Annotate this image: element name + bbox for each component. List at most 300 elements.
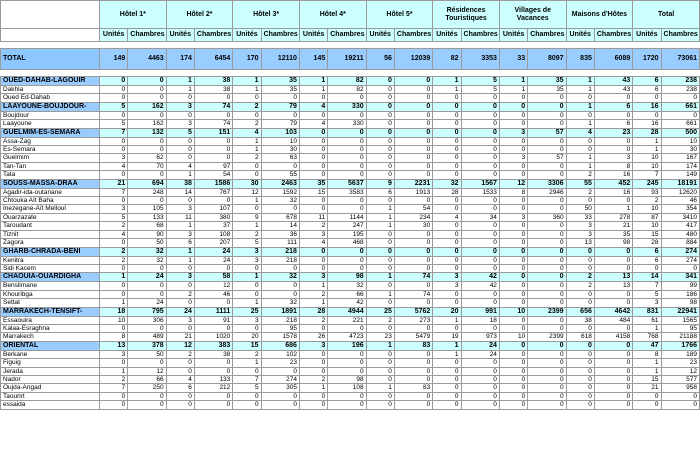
city-row	[1, 375, 700, 383]
value-cell: 35	[594, 230, 632, 238]
value-cell: 0	[394, 367, 432, 375]
value-cell: 3	[299, 273, 327, 282]
value-cell: 274	[261, 375, 299, 383]
value-cell: 767	[194, 188, 232, 196]
value-cell: 0	[261, 401, 299, 409]
value-cell: 24	[194, 256, 232, 264]
value-cell: 5	[99, 120, 127, 128]
value-cell: 207	[194, 239, 232, 247]
value-cell: 0	[166, 146, 194, 154]
city-name: Dakhla	[1, 86, 100, 94]
value-cell: 35	[528, 77, 566, 86]
total-cell: 82	[433, 49, 461, 70]
city-row	[1, 290, 700, 298]
total-cell: 6454	[194, 49, 232, 70]
value-cell: 1	[233, 137, 261, 145]
header-subheaders-row	[1, 29, 700, 42]
value-cell: 102	[261, 350, 299, 358]
value-cell: 5762	[394, 307, 432, 316]
value-cell: 6	[633, 77, 661, 86]
value-cell: 0	[328, 197, 366, 205]
value-cell: 0	[299, 111, 327, 119]
value-cell: 218	[261, 247, 299, 256]
value-cell: 13	[594, 273, 632, 282]
value-cell: 66	[328, 290, 366, 298]
value-cell: 0	[461, 367, 499, 375]
value-cell: 0	[594, 375, 632, 383]
value-cell: 32	[261, 197, 299, 205]
value-cell: 2	[299, 316, 327, 324]
value-cell: 0	[366, 282, 394, 290]
value-cell: 0	[394, 171, 432, 179]
value-cell: 1144	[328, 213, 366, 221]
value-cell: 24	[194, 247, 232, 256]
value-cell: 38	[166, 179, 194, 188]
value-cell: 0	[233, 171, 261, 179]
value-cell: 32	[128, 256, 166, 264]
value-cell: 0	[499, 350, 527, 358]
city-row	[1, 111, 700, 119]
value-cell: 0	[299, 359, 327, 367]
value-cell: 0	[528, 102, 566, 111]
value-cell: 0	[366, 77, 394, 86]
value-cell: 18191	[661, 179, 699, 188]
value-cell: 74	[194, 120, 232, 128]
value-cell: 1	[366, 222, 394, 230]
value-cell: 24	[128, 299, 166, 307]
value-cell: 0	[566, 384, 594, 392]
value-cell: 247	[328, 222, 366, 230]
value-cell: 417	[661, 222, 699, 230]
value-cell: 1	[233, 299, 261, 307]
value-cell: 0	[366, 154, 394, 162]
value-cell: 1586	[194, 179, 232, 188]
value-cell: 0	[461, 230, 499, 238]
city-row	[1, 239, 700, 247]
value-cell: 0	[166, 367, 194, 375]
city-row	[1, 367, 700, 375]
value-cell: 32	[328, 282, 366, 290]
value-cell: 2	[566, 171, 594, 179]
value-cell: 1	[633, 367, 661, 375]
value-cell: 1891	[261, 307, 299, 316]
value-cell: 13	[566, 239, 594, 247]
value-cell: 0	[499, 205, 527, 213]
value-cell: 380	[194, 213, 232, 221]
value-cell: 2	[233, 350, 261, 358]
value-cell: 0	[166, 392, 194, 400]
city-name: Sidi Kacem	[1, 264, 100, 272]
value-cell: 24	[461, 350, 499, 358]
value-cell: 0	[299, 367, 327, 375]
spacer-cell	[1, 70, 700, 77]
value-cell: 1	[166, 256, 194, 264]
value-cell: 15	[633, 375, 661, 383]
value-cell: 3583	[328, 188, 366, 196]
value-cell: 0	[194, 367, 232, 375]
city-row	[1, 324, 700, 332]
subheader-units: Unités	[433, 29, 461, 42]
city-row	[1, 222, 700, 230]
value-cell: 0	[394, 375, 432, 383]
value-cell: 0	[366, 392, 394, 400]
total-cell: 170	[233, 49, 261, 70]
value-cell: 55	[566, 179, 594, 188]
city-name: Marrakech	[1, 333, 100, 341]
value-cell: 37	[194, 222, 232, 230]
city-row	[1, 137, 700, 145]
value-cell: 306	[128, 316, 166, 324]
value-cell: 0	[461, 239, 499, 247]
value-cell: 11	[166, 213, 194, 221]
value-cell: 4	[299, 120, 327, 128]
total-cell: 19211	[328, 49, 366, 70]
value-cell: 0	[166, 264, 194, 272]
value-cell: 0	[433, 171, 461, 179]
value-cell: 16	[594, 188, 632, 196]
value-cell: 1	[594, 205, 632, 213]
value-cell: 0	[166, 359, 194, 367]
total-cell: 1720	[633, 49, 661, 70]
value-cell: 6	[166, 239, 194, 247]
subheader-rooms: Chambres	[128, 29, 166, 42]
value-cell: 0	[166, 137, 194, 145]
value-cell: 0	[461, 359, 499, 367]
category-header: Hôtel 1*	[99, 1, 166, 29]
subheader-rooms: Chambres	[528, 29, 566, 42]
value-cell: 0	[299, 197, 327, 205]
value-cell: 0	[433, 299, 461, 307]
value-cell: 0	[299, 350, 327, 358]
value-cell: 0	[566, 392, 594, 400]
value-cell: 1578	[261, 333, 299, 341]
subheader-rooms: Chambres	[261, 29, 299, 42]
value-cell: 8	[499, 188, 527, 196]
value-cell: 694	[128, 179, 166, 188]
city-row	[1, 230, 700, 238]
value-cell: 1	[233, 197, 261, 205]
city-row	[1, 256, 700, 264]
city-row	[1, 264, 700, 272]
region-row	[1, 128, 700, 137]
value-cell: 0	[633, 94, 661, 102]
value-cell: 0	[528, 392, 566, 400]
total-cell: 6089	[594, 49, 632, 70]
value-cell: 354	[661, 205, 699, 213]
value-cell: 0	[128, 324, 166, 332]
value-cell: 0	[528, 94, 566, 102]
value-cell: 0	[499, 290, 527, 298]
value-cell: 0	[99, 290, 127, 298]
value-cell: 57	[528, 154, 566, 162]
value-cell: 10	[633, 222, 661, 230]
city-row	[1, 197, 700, 205]
value-cell: 0	[433, 205, 461, 213]
value-cell: 0	[461, 290, 499, 298]
value-cell: 0	[433, 384, 461, 392]
value-cell: 28	[433, 188, 461, 196]
value-cell: 0	[594, 290, 632, 298]
value-cell: 3306	[528, 179, 566, 188]
value-cell: 0	[261, 94, 299, 102]
value-cell: 47	[633, 341, 661, 350]
value-cell: 0	[433, 102, 461, 111]
value-cell: 0	[461, 128, 499, 137]
value-cell: 0	[566, 324, 594, 332]
value-cell: 0	[128, 171, 166, 179]
value-cell: 34	[461, 213, 499, 221]
value-cell: 0	[499, 392, 527, 400]
value-cell: 0	[433, 146, 461, 154]
value-cell: 1	[433, 77, 461, 86]
value-cell: 0	[433, 162, 461, 170]
value-cell: 1	[499, 86, 527, 94]
value-cell: 50	[128, 239, 166, 247]
value-cell: 0	[394, 137, 432, 145]
value-cell: 0	[394, 154, 432, 162]
value-cell: 0	[194, 137, 232, 145]
value-cell: 20	[233, 333, 261, 341]
value-cell: 2	[299, 375, 327, 383]
value-cell: 0	[99, 197, 127, 205]
value-cell: 1	[366, 273, 394, 282]
value-cell: 0	[528, 359, 566, 367]
value-cell: 3	[233, 316, 261, 324]
value-cell: 98	[661, 299, 699, 307]
city-row	[1, 205, 700, 213]
value-cell: 1	[433, 316, 461, 324]
subheader-rooms: Chambres	[661, 29, 699, 42]
value-cell: 36	[261, 230, 299, 238]
value-cell: 0	[461, 154, 499, 162]
value-cell: 0	[366, 102, 394, 111]
value-cell: 108	[194, 230, 232, 238]
value-cell: 0	[461, 384, 499, 392]
region-name: OUED-DAHAB-LAGOUIR	[1, 77, 100, 86]
value-cell: 3	[299, 341, 327, 350]
value-cell: 245	[633, 179, 661, 188]
value-cell: 0	[499, 137, 527, 145]
total-cell: 12039	[394, 49, 432, 70]
value-cell: 0	[499, 171, 527, 179]
value-cell: 0	[328, 256, 366, 264]
value-cell: 0	[394, 299, 432, 307]
value-cell: 0	[328, 171, 366, 179]
value-cell: 3	[433, 273, 461, 282]
value-cell: 0	[433, 239, 461, 247]
value-cell: 0	[633, 264, 661, 272]
value-cell: 54	[194, 171, 232, 179]
value-cell: 0	[166, 299, 194, 307]
value-cell: 3	[499, 128, 527, 137]
value-cell: 0	[328, 359, 366, 367]
value-cell: 0	[461, 264, 499, 272]
value-cell: 4	[299, 239, 327, 247]
value-cell: 1533	[461, 188, 499, 196]
value-cell: 91	[194, 316, 232, 324]
value-cell: 0	[194, 392, 232, 400]
value-cell: 0	[461, 94, 499, 102]
total-cell: 174	[166, 49, 194, 70]
value-cell: 0	[594, 324, 632, 332]
subheader-units: Unités	[499, 29, 527, 42]
value-cell: 90	[128, 230, 166, 238]
value-cell: 3	[99, 154, 127, 162]
value-cell: 5	[461, 86, 499, 94]
value-cell: 5	[99, 213, 127, 221]
value-cell: 273	[394, 316, 432, 324]
city-name: Tiznit	[1, 230, 100, 238]
value-cell: 3	[633, 299, 661, 307]
value-cell: 0	[366, 171, 394, 179]
value-cell: 2	[233, 230, 261, 238]
value-cell: 7	[99, 188, 127, 196]
value-cell: 1	[166, 86, 194, 94]
value-cell: 54	[394, 205, 432, 213]
value-cell: 50	[566, 205, 594, 213]
value-cell: 0	[566, 94, 594, 102]
value-cell: 3	[166, 205, 194, 213]
value-cell: 0	[394, 86, 432, 94]
city-name: Oujda-Angad	[1, 384, 100, 392]
value-cell: 1	[299, 86, 327, 94]
value-cell: 0	[328, 367, 366, 375]
value-cell: 50	[128, 350, 166, 358]
value-cell: 0	[366, 401, 394, 409]
value-cell: 0	[433, 128, 461, 137]
value-cell: 21	[594, 222, 632, 230]
value-cell: 1	[233, 222, 261, 230]
value-cell: 0	[128, 282, 166, 290]
value-cell: 0	[128, 86, 166, 94]
value-cell: 0	[166, 154, 194, 162]
value-cell: 189	[661, 350, 699, 358]
value-cell: 0	[461, 162, 499, 170]
value-cell: 0	[394, 111, 432, 119]
value-cell: 0	[166, 94, 194, 102]
value-cell: 7	[633, 171, 661, 179]
value-cell: 1	[299, 299, 327, 307]
value-cell: 1	[99, 299, 127, 307]
value-cell: 174	[661, 162, 699, 170]
value-cell: 0	[194, 359, 232, 367]
value-cell: 0	[594, 341, 632, 350]
value-cell: 10	[499, 307, 527, 316]
value-cell: 212	[194, 384, 232, 392]
value-cell: 0	[528, 384, 566, 392]
value-cell: 0	[499, 316, 527, 324]
value-cell: 0	[261, 162, 299, 170]
value-cell: 35	[299, 179, 327, 188]
city-name: Inezegane-Aït Melloul	[1, 205, 100, 213]
value-cell: 0	[328, 350, 366, 358]
value-cell: 0	[499, 375, 527, 383]
value-cell: 79	[261, 102, 299, 111]
value-cell: 107	[194, 205, 232, 213]
category-header: Hôtel 5*	[366, 1, 433, 29]
value-cell: 3	[433, 282, 461, 290]
value-cell: 0	[528, 375, 566, 383]
value-cell: 133	[194, 375, 232, 383]
city-row	[1, 316, 700, 324]
total-label: TOTAL	[1, 49, 100, 70]
value-cell: 0	[366, 350, 394, 358]
value-cell: 1	[366, 384, 394, 392]
value-cell: 0	[499, 239, 527, 247]
value-cell: 32	[433, 179, 461, 188]
value-cell: 0	[299, 128, 327, 137]
value-cell: 26	[299, 333, 327, 341]
value-cell: 15	[299, 188, 327, 196]
value-cell: 12	[166, 341, 194, 350]
total-cell: 3353	[461, 49, 499, 70]
value-cell: 6	[166, 384, 194, 392]
value-cell: 0	[299, 94, 327, 102]
value-cell: 0	[328, 401, 366, 409]
value-cell: 0	[99, 282, 127, 290]
value-cell: 0	[633, 111, 661, 119]
value-cell: 958	[661, 384, 699, 392]
value-cell: 0	[594, 197, 632, 205]
value-cell: 0	[194, 401, 232, 409]
region-name: GUELMIM-ES-SEMARA	[1, 128, 100, 137]
city-name: Laayoune	[1, 120, 100, 128]
value-cell: 98	[328, 273, 366, 282]
value-cell: 9	[366, 179, 394, 188]
value-cell: 15	[233, 341, 261, 350]
value-cell: 0	[299, 171, 327, 179]
value-cell: 0	[461, 392, 499, 400]
value-cell: 0	[328, 264, 366, 272]
value-cell: 0	[194, 197, 232, 205]
value-cell: 82	[328, 86, 366, 94]
value-cell: 7	[233, 375, 261, 383]
value-cell: 1	[366, 290, 394, 298]
value-cell: 9	[233, 213, 261, 221]
value-cell: 0	[528, 239, 566, 247]
value-cell: 28	[299, 307, 327, 316]
header-categories-row	[1, 1, 700, 29]
value-cell: 0	[128, 111, 166, 119]
value-cell: 2	[99, 222, 127, 230]
value-cell: 2	[566, 188, 594, 196]
value-cell: 0	[499, 282, 527, 290]
value-cell: 10	[99, 316, 127, 324]
value-cell: 2	[299, 290, 327, 298]
value-cell: 3	[99, 205, 127, 213]
value-cell: 12	[499, 179, 527, 188]
value-cell: 0	[394, 120, 432, 128]
city-row	[1, 162, 700, 170]
value-cell: 218	[261, 316, 299, 324]
value-cell: 0	[99, 86, 127, 94]
value-cell: 93	[633, 188, 661, 196]
value-cell: 0	[528, 282, 566, 290]
value-cell: 0	[461, 111, 499, 119]
value-cell: 0	[461, 102, 499, 111]
value-cell: 18	[99, 307, 127, 316]
total-cell: 835	[566, 49, 594, 70]
value-cell: 1	[566, 86, 594, 94]
value-cell: 35	[261, 77, 299, 86]
value-cell: 0	[233, 94, 261, 102]
value-cell: 0	[528, 290, 566, 298]
value-cell: 0	[366, 264, 394, 272]
value-cell: 0	[566, 367, 594, 375]
value-cell: 656	[566, 307, 594, 316]
value-cell: 0	[128, 137, 166, 145]
region-row	[1, 307, 700, 316]
